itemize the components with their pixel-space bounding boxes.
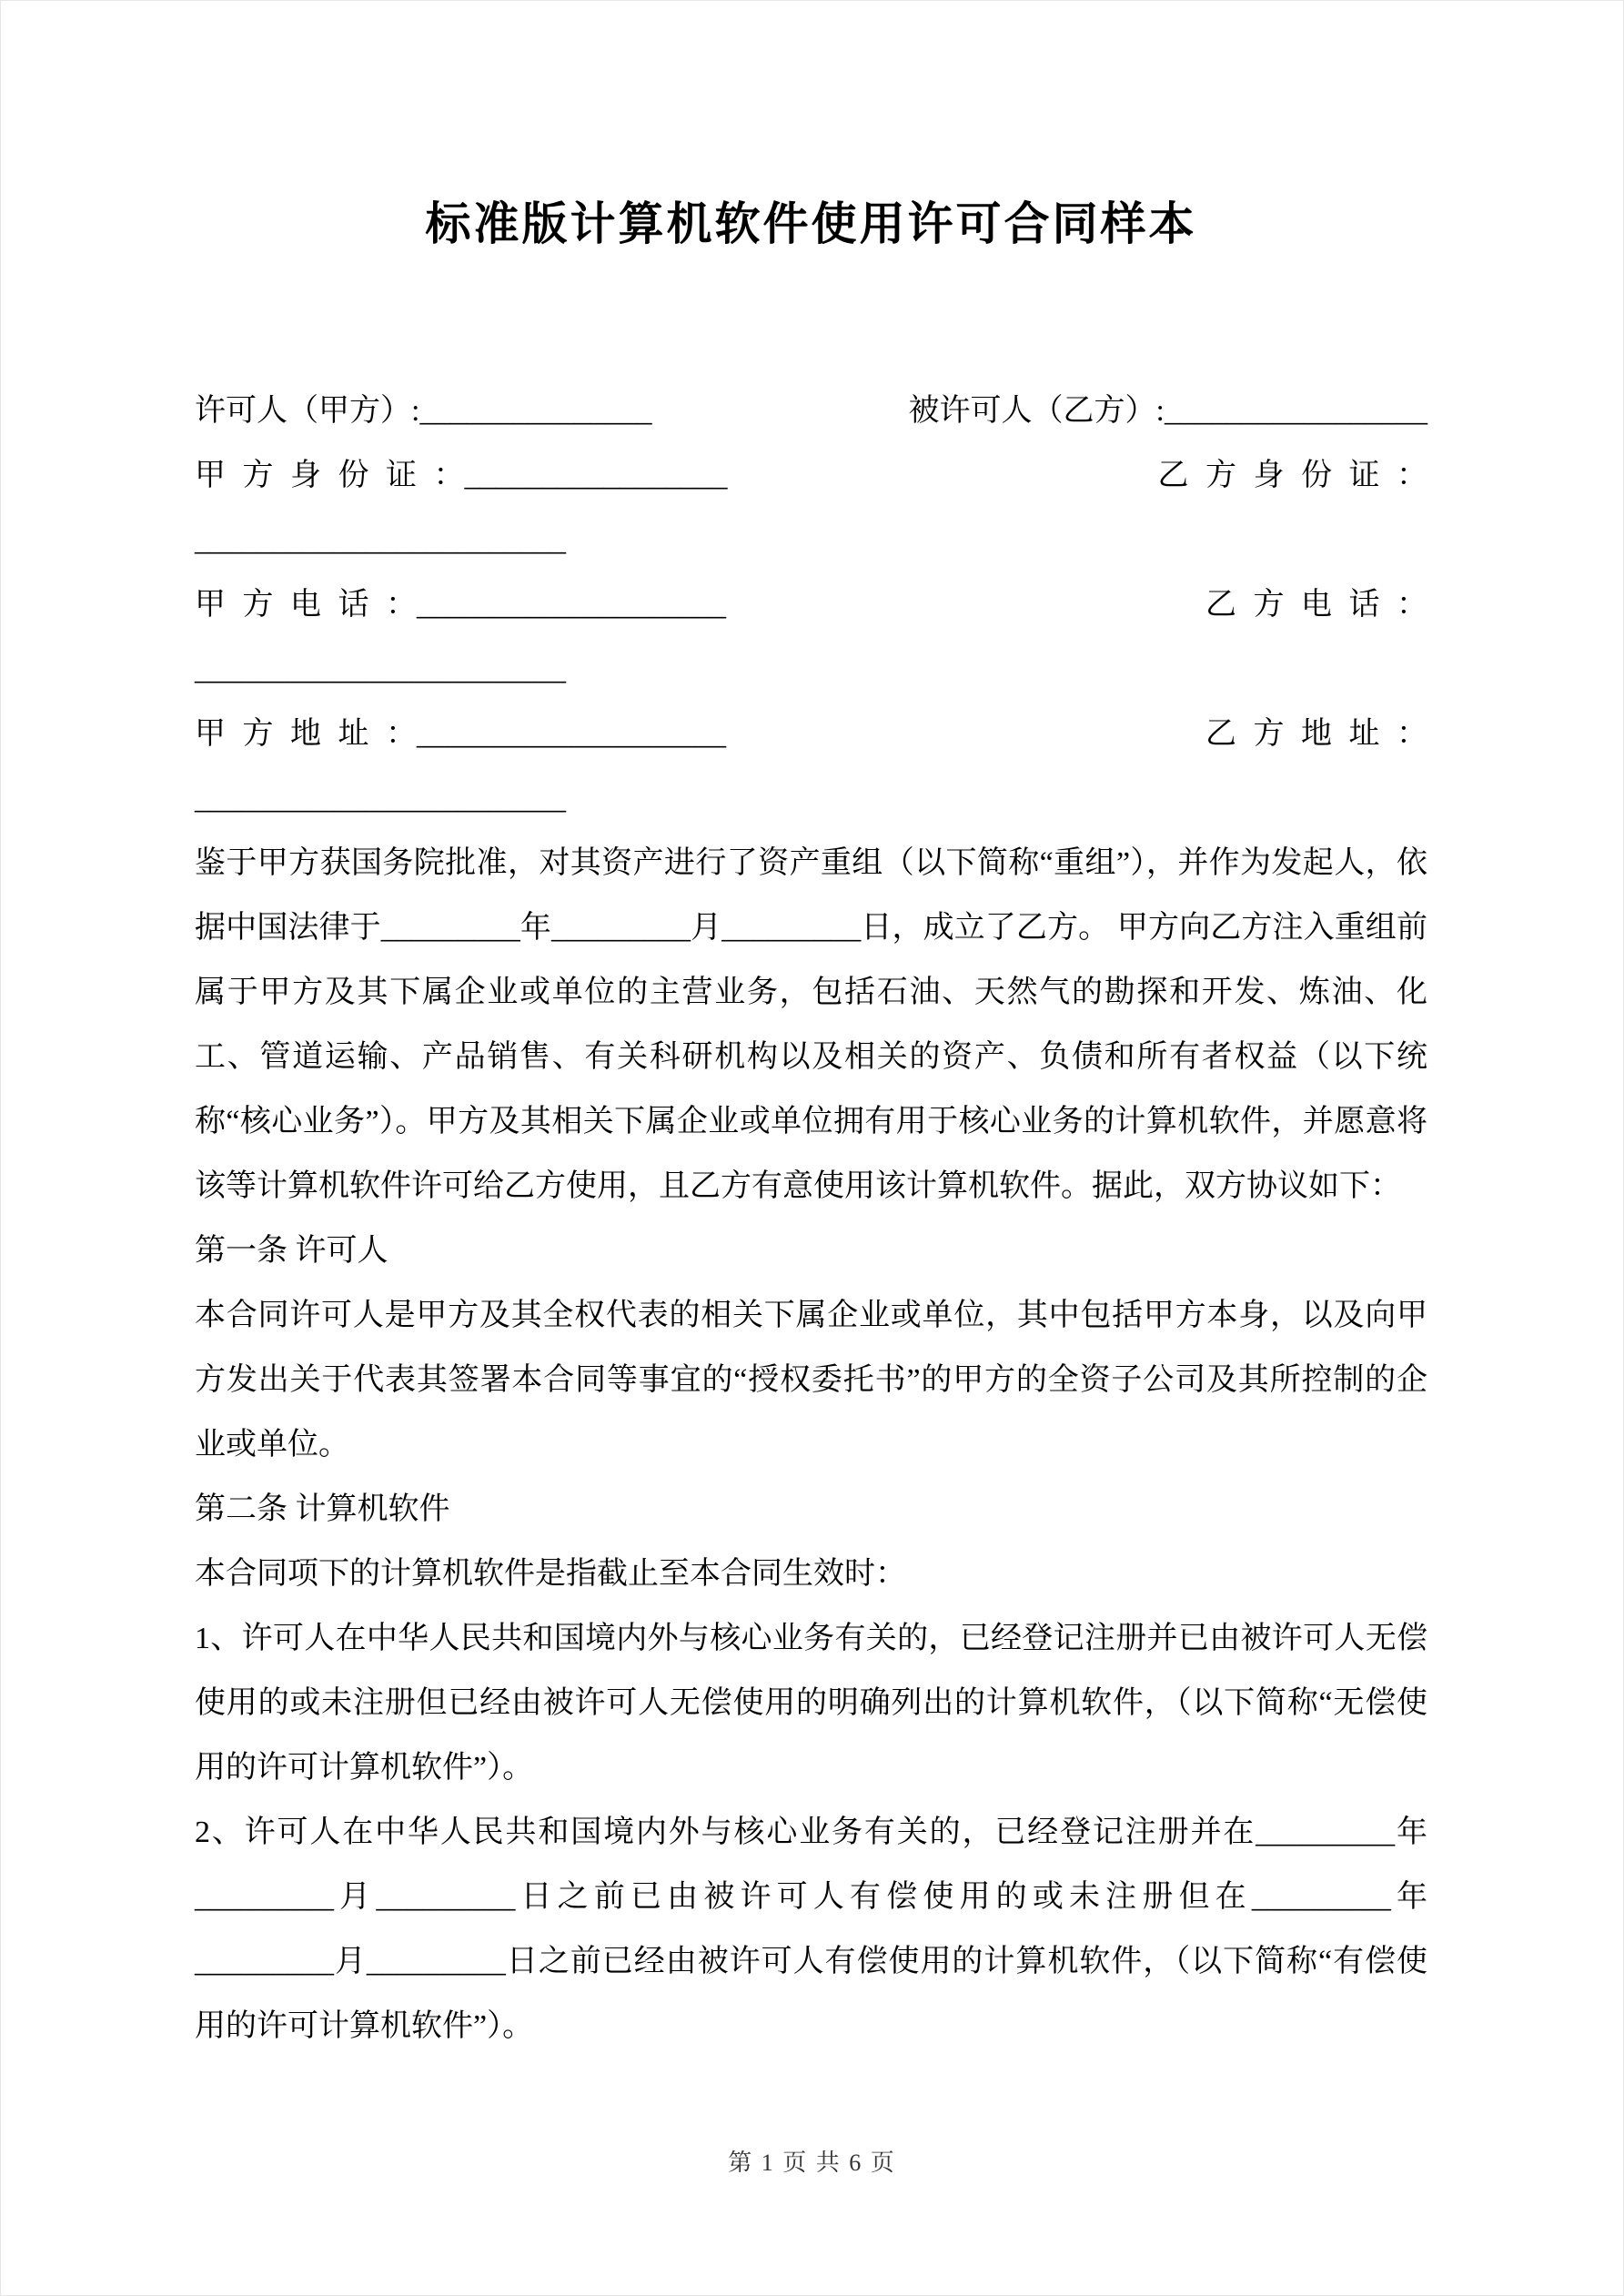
licensor-blank: _______________ (419, 394, 652, 428)
licensor-field (195, 379, 651, 443)
party-b-id-blank: ________________________ (195, 523, 566, 557)
party-b-address-blank: ________________________ (195, 782, 566, 815)
party-b-id-continuation (195, 508, 1427, 572)
party-a-phone-field (195, 572, 726, 637)
licensor-label: 许可人（甲方）: (195, 394, 420, 428)
article-2-item-2: 2、许可人在中华人民共和国境内外与核心业务有关的，已经登记注册并在_________年_________月_________日之前已由被许可人有偿使用的或未注册但在_________年_________月_________日之前已经由被许可人有偿使用的计算机软件，（以下简称“有偿使用的许可计算机软件”）。 (195, 1816, 1427, 2043)
article-1-paragraph: 本合同许可人是甲方及其全权代表的相关下属企业或单位，其中包括甲方本身，以及向甲方发出关于代表其签署本合同等事宜的“授权委托书”的甲方的全资子公司及其所控制的企业或单位。 (195, 1299, 1427, 1462)
party-a-id-label: 甲 方 身 份 证 ： (195, 459, 465, 492)
party-a-id-field (195, 443, 728, 508)
licensee-label: 被许可人（乙方）: (908, 394, 1165, 428)
licensee-field (909, 379, 1427, 443)
recitals-paragraph: 鉴于甲方获国务院批准，对其资产进行了资产重组（以下简称“重组”），并作为发起人，依据中国法律于_________年_________月_________日，成立了乙方。 甲方向乙方注入重组前属于甲方及其下属企业或单位的主营业务，包括石油、天然气的勘探和开发、炼油、化工、管道运输、产品销售、有关科研机构以及相关的资产、负债和所有者权益（以下统称“核心业务”）。甲方及其相关下属企业或单位拥有用于核心业务的计算机软件，并愿意将该等计算机软件许可给乙方使用，且乙方有意使用该计算机软件。据此，双方协议如下： (195, 846, 1427, 1203)
party-b-phone-blank: ________________________ (195, 652, 566, 686)
party-b-phone-continuation (195, 637, 1427, 702)
party-phone-row (195, 572, 1427, 637)
licensee-blank: _________________ (1165, 394, 1427, 428)
party-a-address-blank: ____________________ (417, 717, 726, 751)
document-body (195, 379, 1427, 2058)
party-b-address-label: 乙 方 地 址 ： (1205, 717, 1427, 751)
page-content (1, 1, 1623, 2058)
party-address-row (195, 702, 1427, 766)
article-2-item-1: 1、许可人在中华人民共和国境内外与核心业务有关的，已经登记注册并已由被许可人无偿使用的或未注册但已经由被许可人无偿使用的明确列出的计算机软件，（以下简称“无偿使用的许可计算机软件”）。 (195, 1622, 1427, 1785)
party-names-row (195, 379, 1427, 443)
article-2-heading: 第二条 计算机软件 (195, 1492, 450, 1526)
party-a-address-label: 甲 方 地 址 ： (195, 717, 417, 751)
party-a-id-blank: _________________ (464, 459, 728, 492)
party-id-row (195, 443, 1427, 508)
party-a-phone-label: 甲 方 电 话 ： (195, 588, 417, 622)
party-a-address-field (195, 702, 726, 766)
party-b-id-label: 乙 方 身 份 证 ： (1157, 459, 1427, 492)
article-1-heading: 第一条 许可人 (195, 1234, 388, 1268)
party-a-phone-blank: ____________________ (417, 588, 726, 622)
parties-section (195, 379, 1427, 831)
page-number: 第 1 页 共 6 页 (728, 2149, 896, 2176)
party-b-phone-label: 乙 方 电 话 ： (1205, 588, 1427, 622)
article-2-intro: 本合同项下的计算机软件是指截止至本合同生效时： (195, 1557, 906, 1591)
document-title: 标准版计算机软件使用许可合同样本 (425, 198, 1197, 249)
party-b-address-continuation (195, 766, 1427, 831)
